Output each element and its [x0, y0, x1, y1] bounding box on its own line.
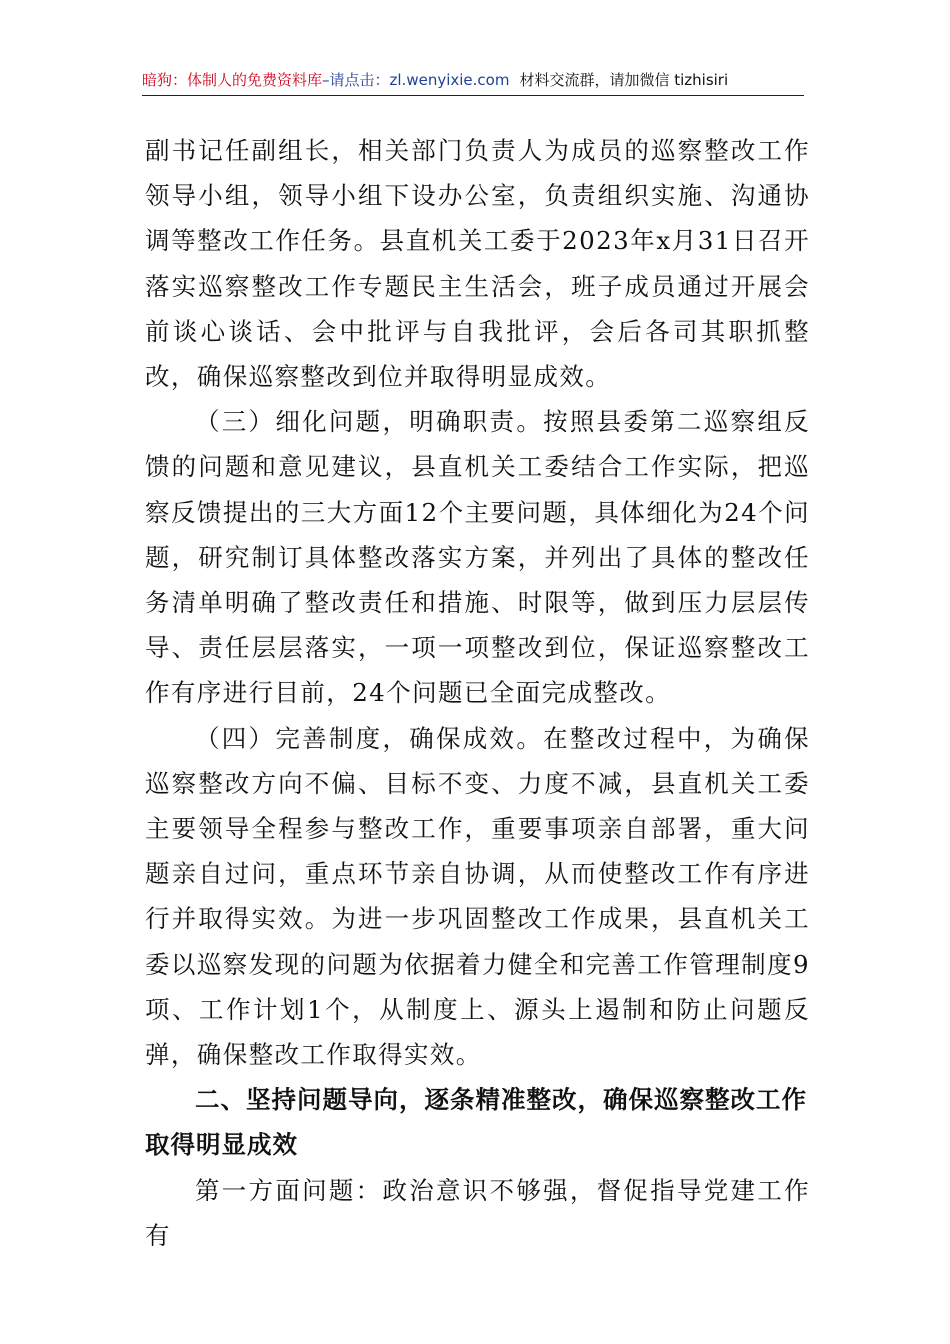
header-link[interactable]: –请点击：zl.wenyixie.com: [322, 71, 510, 89]
paragraph-continued: 副书记任副组长，相关部门负责人为成员的巡察整改工作领导小组，领导小组下设办公室，负责组织实施、沟通协调等整改工作任务。县直机关工委于2023年x月31日召开落实巡察整改工作专题民主生活会，班子成员通过开展会前谈心谈话、会中批评与自我批评，会后各司其职抓整改，确保巡察整改到位并取得明显成效。: [145, 136, 810, 392]
document-body: [145, 128, 810, 1258]
header-group-note: 材料交流群，请加微信 tizhisiri: [519, 71, 729, 89]
paragraph-section-4: （四）完善制度，确保成效。在整改过程中，为确保巡察整改方向不偏、目标不变、力度不减，县直机关工委主要领导全程参与整改工作，重要事项亲自部署，重大问题亲自过问，重点环节亲自协调，从而使整改工作有序进行并取得实效。为进一步巩固整改工作成果，县直机关工委以巡察发现的问题为依据着力健全和完善工作管理制度9项、工作计划1个，从制度上、源头上遏制和防止问题反弹，确保整改工作取得实效。: [145, 723, 810, 1070]
paragraph-issue-1: 第一方面问题：政治意识不够强，督促指导党建工作有: [145, 1175, 810, 1250]
section-heading-2: 二、坚持问题导向，逐条精准整改，确保巡察整改工作取得明显成效: [145, 1085, 807, 1160]
paragraph-section-3: （三）细化问题，明确职责。按照县委第二巡察组反馈的问题和意见建议，县直机关工委结合工作实际，把巡察反馈提出的三大方面12个主要问题，具体细化为24个问题，研究制订具体整改落实方案，并列出了具体的整改任务清单明确了整改责任和措施、时限等，做到压力层层传导、责任层层落实，一项一项整改到位，保证巡察整改工作有序进行目前，24个问题已全面完成整改。: [145, 407, 810, 708]
header-brand: 暗狗：体制人的免费资料库: [142, 71, 323, 89]
header-divider: [142, 95, 804, 96]
page-header: [142, 66, 804, 94]
